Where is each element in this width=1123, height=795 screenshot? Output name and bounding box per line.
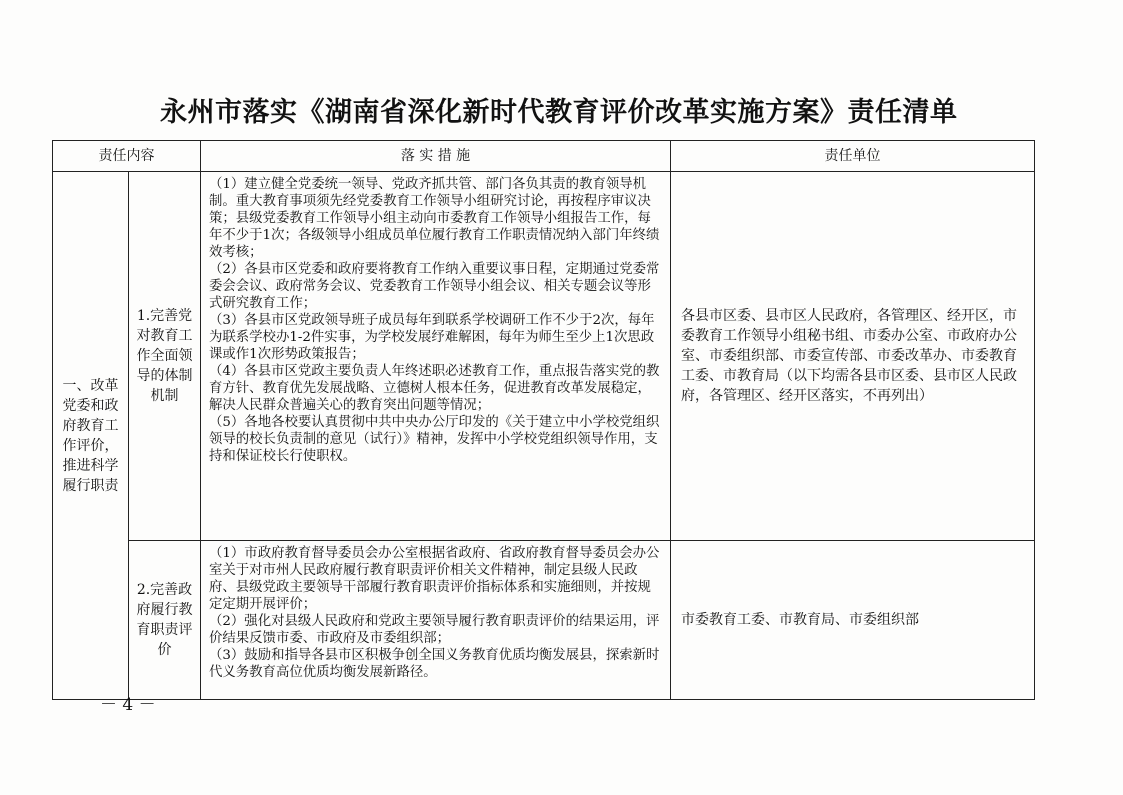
page-number: － 4 －	[100, 695, 156, 715]
measures-cell	[201, 172, 671, 541]
subitem-cell: 1.完善党对教育工作全面领导的体制机制	[129, 172, 201, 541]
header-content: 责任内容	[53, 141, 201, 172]
measure-item: （3）各县市区党政领导班子成员每年到联系学校调研工作不少于2次，每年为联系学校办1-2件实事，为学校发展纾难解困，每年为师生至少上1次思政课或作1次形势政策报告；	[209, 313, 655, 362]
measures-cell	[201, 541, 671, 700]
table-row	[53, 172, 1035, 541]
table-header-row	[53, 141, 1035, 172]
table-row	[53, 541, 1035, 700]
subitem-cell: 2.完善政府履行教育职责评价	[129, 541, 201, 700]
measure-item: （2）强化对县级人民政府和党政主要领导履行教育职责评价的结果运用，评价结果反馈市委、市政府及市委组织部；	[209, 614, 660, 646]
document-title: 永州市落实《湖南省深化新时代教育评价改革实施方案》责任清单	[160, 97, 958, 128]
measure-item: （1）市政府教育督导委员会办公室根据省政府、省政府教育督导委员会办公室关于对市州人民政府履行教育职责评价相关文件精神，制定县级人民政府、县级党政主要领导干部履行教育职责评价指标体系和实施细则，并按规定定期开展评价；	[209, 546, 660, 612]
units-cell: 各县市区委、县市区人民政府，各管理区、经开区，市委教育工作领导小组秘书组、市委办公室、市政府办公室、市委组织部、市委宣传部、市委改革办、市委教育工委、市教育局（以下均需各县市区委、县市区人民政府，各管理区、经开区落实，不再列出）	[671, 172, 1035, 541]
measure-item: （2）各县市区党委和政府要将教育工作纳入重要议事日程，定期通过党委常委会会议、政府常务会议、党委教育工作领导小组会议、相关专题会议等形式研究教育工作；	[209, 262, 660, 311]
measure-item: （5）各地各校要认真贯彻中共中央办公厅印发的《关于建立中小学校党组织领导的校长负责制的意见（试行）》精神，发挥中小学校党组织领导作用，支持和保证校长行使职权。	[209, 415, 660, 464]
category-cell: 一、改革党委和政府教育工作评价，推进科学履行职责	[53, 172, 129, 700]
measure-item: （4）各县市区党政主要负责人年终述职必述教育工作，重点报告落实党的教育方针、教育优先发展战略、立德树人根本任务，促进教育改革发展稳定，解决人民群众普遍关心的教育突出问题等情况；	[209, 364, 660, 413]
measure-item: （3）鼓励和指导各县市区积极争创全国义务教育优质均衡发展县，探索新时代义务教育高位优质均衡发展新路径。	[209, 648, 660, 680]
header-measures: 落 实 措 施	[201, 141, 671, 172]
units-cell: 市委教育工委、市教育局、市委组织部	[671, 541, 1035, 700]
header-units: 责任单位	[671, 141, 1035, 172]
measure-item: （1）建立健全党委统一领导、党政齐抓共管、部门各负其责的教育领导机制。重大教育事项须先经党委教育工作领导小组研究讨论，再按程序审议决策；县级党委教育工作领导小组主动向市委教育工作领导小组报告工作，每年不少于1次；各级领导小组成员单位履行教育工作职责情况纳入部门年终绩效考核；	[209, 177, 660, 260]
responsibility-table	[52, 140, 1035, 700]
